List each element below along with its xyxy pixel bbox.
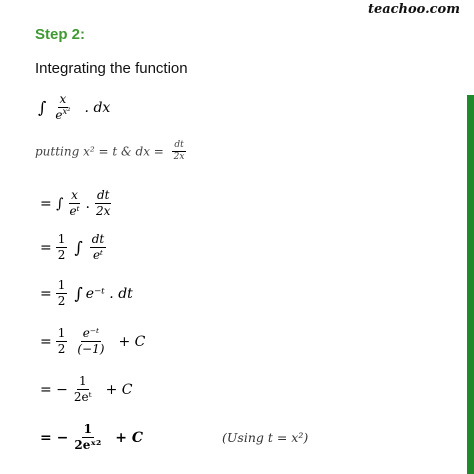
step-line-4: = $\frac{1}{2}$ $\frac{\text{e⁻ᵗ}}{(-1)}$ + C <box>40 326 146 356</box>
numerator: x <box>59 92 67 106</box>
teachoo-logo: teachoo.com <box>367 2 460 17</box>
using-note: (Using t = x²) <box>222 430 309 445</box>
final-answer-line: = − $\frac{1}{\text{2eˣ²}}$ + C <box>40 422 144 452</box>
fraction <box>53 92 72 123</box>
step-line-5: = − $\frac{1}{\text{2eᵗ}}$ + C <box>40 374 133 404</box>
step-line-3: = $\frac{1}{2}$ ∫ e⁻ᵗ . dt <box>40 278 133 308</box>
integral-sign: ∫ <box>38 98 47 117</box>
step-title: Step 2: <box>35 26 86 43</box>
scrollbar[interactable] <box>467 95 474 474</box>
step-line-2: = $\frac{1}{2}$ ∫ $\frac{dt}{\text{eᵗ}}$ <box>40 232 105 262</box>
intro-text: Integrating the function <box>35 60 188 77</box>
differential: . dx <box>84 99 111 116</box>
denominator: $e^{x^2}$ <box>55 106 71 122</box>
substitution-text: putting x² = t & dx = $\frac{dt}{2x}$ <box>35 140 185 163</box>
step-line-1: = ∫ $\frac{x}{\text{eᵗ}}$ . $\frac{dt}{2x}$ <box>40 188 111 218</box>
integral-expression <box>35 92 110 123</box>
